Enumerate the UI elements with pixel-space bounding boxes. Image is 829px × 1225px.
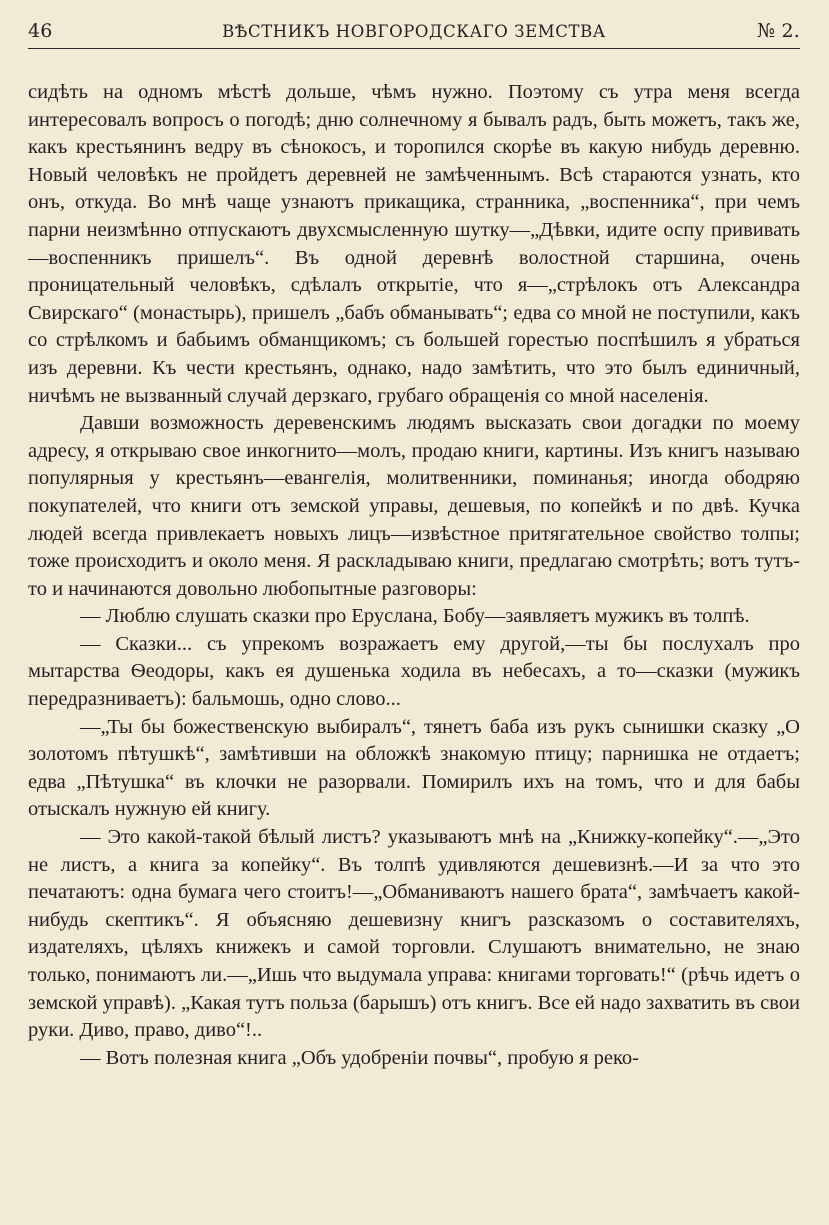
paragraph: — Это какой-такой бѣлый листъ? указываютъ мнѣ на „Книжку-копейку“.—„Это не листъ, а книга за копейку“. Въ толпѣ удивляются дешевизнѣ.—И за что это печатаютъ: одна бумага чего стоитъ!—„Обманиваютъ нашего брата“, замѣчаетъ какой-нибудь скептикъ“. Я объясняю дешевизну книгъ разсказомъ о составителяхъ, издателяхъ, цѣляхъ книжекъ и самой торговли. Слушаютъ внимательно, не знаю только, понимаютъ ли.—„Ишь что выдумала управа: книгами торговать!“ (рѣчь идетъ о земской управѣ). „Какая тутъ польза (барышъ) отъ книгъ. Все ей надо захватить въ свои руки. Диво, право, диво“!..: [28, 826, 800, 1042]
paragraph: —„Ты бы божественскую выбиралъ“, тянетъ баба изъ рукъ сынишки сказку „О золотомъ пѣтушкѣ“, замѣтивши на обложкѣ знакомую птицу; парнишка не отдаетъ; едва „Пѣтушка“ въ клочки не разорвали. Помирилъ ихъ на томъ, что и для бабы отыскалъ нужную ей книгу.: [28, 715, 800, 821]
journal-title: ВѢСТНИКЪ НОВГОРОДСКАГО ЗЕМСТВА: [222, 21, 606, 41]
paragraph: — Сказки... съ упрекомъ возражаетъ ему другой,—ты бы послухалъ про мытарства Ѳеодоры, какъ ея душенька ходила въ небесахъ, а то—сказки (мужикъ передразниваетъ): бальмошь, одно слово...: [28, 632, 800, 711]
page: [28, 14, 800, 1204]
running-header: [28, 14, 800, 49]
paragraph: сидѣть на одномъ мѣстѣ дольше, чѣмъ нужно. Поэтому съ утра меня всегда интересовалъ вопросъ о погодѣ; дню солнечному я бывалъ радъ, быть можетъ, такъ же, какъ крестьянинъ ведру въ сѣнокосъ, и торопился скорѣе въ какую нибудь деревню. Новый человѣкъ не пройдетъ деревней не замѣченнымъ. Всѣ стараются узнать, кто онъ, откуда. Во мнѣ чаще узнаютъ прикащика, странника, „воспенника“, при чемъ парни неизмѣнно отпускаютъ двухсмысленную шутку—„Дѣвки, идите оспу прививать—воспенникъ пришелъ“. Въ одной деревнѣ волостной старшина, очень проницательный человѣкъ, сдѣлалъ открытіе, что я—„стрѣлокъ отъ Александра Свирскаго“ (монастырь), пришелъ „бабъ обманывать“; едва со мной не поступили, какъ со стрѣлкомъ и бабьимъ обманщикомъ; съ большей горестью поспѣшилъ я убраться изъ деревни. Къ чести крестьянъ, однако, надо замѣтить, что это былъ единичный, ничѣмъ не вызванный случай дерзкаго, грубаго обращенія со мной населенія.: [28, 81, 800, 407]
paragraph: Давши возможность деревенскимъ людямъ высказать свои догадки по моему адресу, я открываю свое инкогнито—молъ, продаю книги, картины. Изъ книгъ называю популярныя у крестьянъ—евангелія, молитвенники, поминанья; иногда ободряю покупателей, что книги отъ земской управы, дешевыя, по копейкѣ и по двѣ. Кучка людей всегда привлекаетъ новыхъ лицъ—извѣстное притягательное свойство толпы; тоже происходитъ и около меня. Я раскладываю книги, предлагаю смотрѣть; вотъ тутъ-то и начинаются довольно любопытные разговоры:: [28, 412, 800, 600]
issue-number: № 2.: [757, 20, 800, 42]
paragraph: — Люблю слушать сказки про Еруслана, Бобу—заявляетъ мужикъ въ толпѣ.: [80, 605, 750, 628]
paragraph: — Вотъ полезная книга „Объ удобреніи почвы“, пробую я реко-: [80, 1046, 639, 1069]
page-number: 46: [28, 20, 53, 42]
article-body: [28, 79, 800, 1072]
